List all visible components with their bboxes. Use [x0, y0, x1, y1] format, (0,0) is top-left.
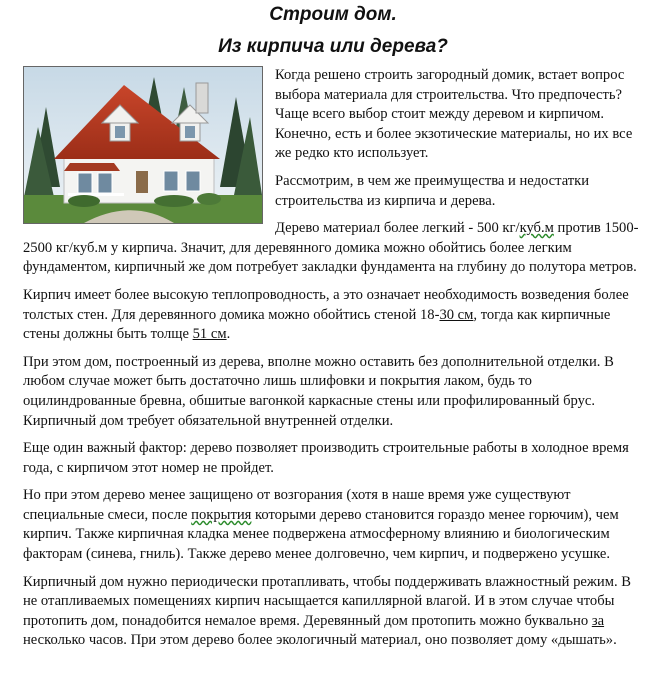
underlined-30cm: 30 см	[439, 306, 474, 323]
paragraph-season: Еще один важный фактор: дерево позволяет производить строительные работы в холодное время года, с кирпичом этот номер не пройдет.	[23, 440, 629, 476]
paragraph-consider: Рассмотрим, в чем же преимущества и недостатки строительства из кирпича и дерева.	[275, 172, 590, 209]
paragraph-conductivity-part-2: , тогда как кирпичные стены должны быть толще	[23, 306, 611, 343]
spell-mark-pokrytiya: покрытия	[191, 506, 252, 523]
paragraph-fire-part-2: которыми дерево становится гораздо менее горючим), чем кирпич. Также кирпичная кладка менее подвержена атмосферному влиянию и биологическим факторам (синева, гниль). Также дерево менее долговечно, чем кирпич, и подвержено усушке.	[23, 506, 619, 563]
paragraph-intro: Когда решено строить загородный домик, встает вопрос выбора материала для строительства. Что предпочесть? Чаще всего выбор стоит между деревом и кирпичом. Конечно, есть и более экзотические материалы, но их все же редко кто использует.	[275, 67, 633, 162]
paragraph-finishing: При этом дом, построенный из дерева, вполне можно оставить без дополнительной отделки. В любом случае может быть достаточно лишь шлифовки и покрытия лаком, будь то оцилиндрованные бревна, обшитые вагонкой каркасные стены или профилированный брус. Кирпичный дом требует обязательной внутренней отделки.	[23, 353, 614, 429]
paragraph-conductivity	[23, 286, 648, 345]
document-subtitle: Из кирпича или дерева?	[218, 36, 448, 57]
paragraph-heating	[23, 573, 648, 651]
spell-mark-kubm: куб.м	[519, 220, 554, 237]
paragraph-heating-part-2: несколько часов. При этом дерево более экологичный материал, оно позволяет дому «дышать».	[23, 632, 617, 649]
underlined-za: за	[591, 612, 605, 629]
paragraph-weight	[23, 219, 648, 278]
paragraph-conductivity-part-3: .	[226, 326, 231, 343]
underlined-51cm: 51 см	[192, 326, 227, 343]
article-body	[23, 66, 648, 659]
house-photo	[23, 66, 263, 224]
house-illustration-icon	[24, 67, 262, 223]
paragraph-fire-part-1: Но при этом дерево менее защищено от возгорания (хотя в наше время уже существуют специальные смеси, после	[23, 487, 571, 523]
paragraph-heating-part-1: Кирпичный дом нужно периодически протапливать, чтобы поддерживать влажностный режим. В не отапливаемых помещениях кирпич насыщается капиллярной влагой. И в этом случае чтобы протопить дом, понадобится немалое время. Деревянный дом протопить можно буквально	[23, 573, 632, 629]
paragraph-weight-part-2: против 1500-2500 кг/куб.м у кирпича. Значит, для деревянного домика можно обойтись более легким фундаментом, кирпичный же дом потребует закладки фундамента на глубину до полутора метров.	[23, 220, 639, 276]
paragraph-weight-part-1: Дерево материал более легкий - 500 кг/	[275, 220, 520, 237]
paragraph-conductivity-part-1: Кирпич имеет более высокую теплопроводность, а это означает необходимость возведения более толстых стен. Для деревянного домика можно обойтись стеной 18-	[23, 286, 629, 323]
document-title: Строим дом.	[269, 4, 397, 25]
paragraph-fire	[23, 486, 648, 564]
